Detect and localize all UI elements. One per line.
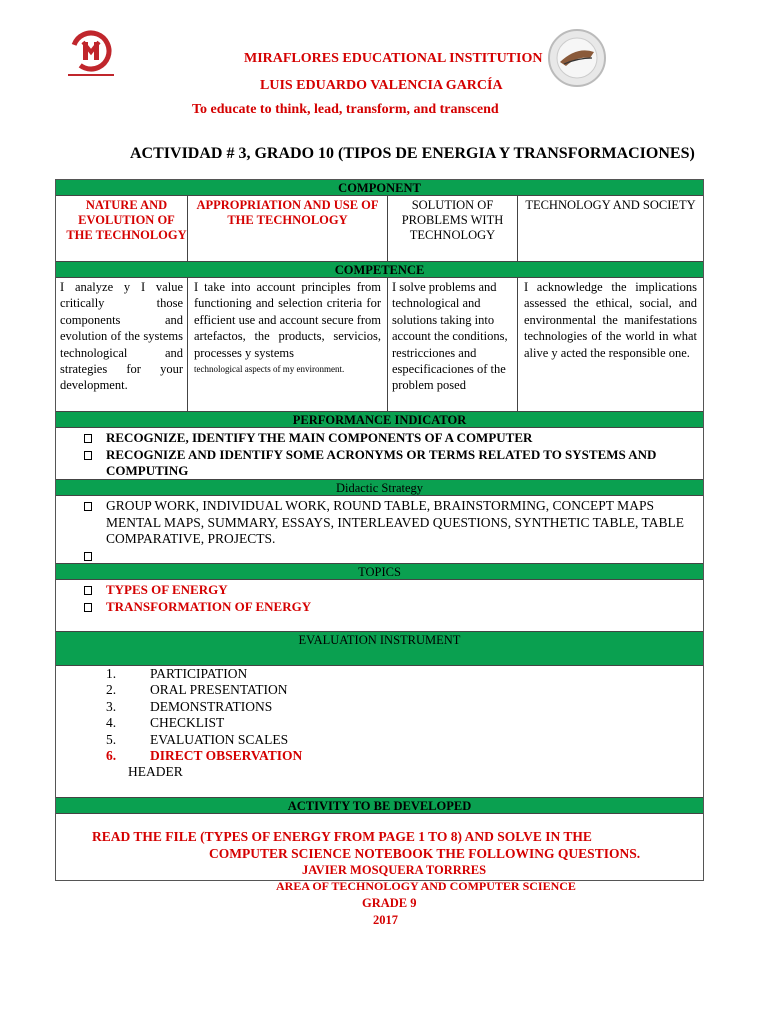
institution-name: MIRAFLORES EDUCATIONAL INSTITUTION [244, 51, 543, 66]
evaluation-list [56, 666, 703, 798]
topics-band: TOPICS [56, 564, 703, 580]
institution-logo-left [62, 30, 120, 80]
person-name: LUIS EDUARDO VALENCIA GARCÍA [260, 78, 503, 93]
competence-col-1: I analyze y I value critically those components and evolution of the systems technological and strategies for your development. [56, 278, 188, 411]
year: 2017 [373, 913, 398, 927]
list-item: TRANSFORMATION OF ENERGY [84, 599, 703, 616]
list-item: 2. ORAL PRESENTATION [106, 682, 288, 698]
didactic-list [56, 496, 703, 564]
list-item: TYPES OF ENERGY [84, 582, 703, 599]
competence-col-2 [188, 278, 388, 411]
component-row [56, 196, 703, 262]
competence-col-4: I acknowledge the implications assessed the ethical, social, and environmental the manifestations technologies of the world in what alive y acted the responsible one. [524, 280, 697, 360]
evaluation-tail: HEADER [128, 764, 183, 780]
component-band: COMPONENT [56, 180, 703, 196]
list-item: 1. PARTICIPATION [106, 666, 248, 681]
institution-seal-right [540, 28, 614, 88]
list-item: 3. DEMONSTRATIONS [106, 698, 273, 714]
list-item: 4. CHECKLIST [106, 715, 225, 731]
checkbox-icon [84, 434, 92, 443]
checkbox-icon [84, 586, 92, 595]
component-solution: SOLUTION OF PROBLEMS WITH TECHNOLOGY [388, 196, 518, 261]
list-item: 5. EVALUATION SCALES [106, 731, 289, 747]
activity-band: ACTIVITY TO BE DEVELOPED [56, 798, 703, 814]
topics-list [56, 580, 703, 632]
checkbox-icon [84, 502, 92, 511]
list-item: RECOGNIZE AND IDENTIFY SOME ACRONYMS OR TERMS RELATED TO SYSTEMS AND COMPUTING [84, 447, 703, 480]
checkbox-icon [84, 603, 92, 612]
competence-col-2-text: I take into account principles from functioning and selection criteria for efficient use and account secure from artefactos, the products, servicios, processes y systems [194, 280, 381, 360]
competence-col-2-small: technological aspects of my environment. [194, 364, 345, 375]
teacher-name: JAVIER MOSQUERA TORRRES [302, 863, 487, 877]
list-item: 6. DIRECT OBSERVATION [106, 748, 303, 764]
evaluation-band: EVALUATION INSTRUMENT [56, 632, 703, 666]
competence-col-3: I solve problems and technological and solutions taking into account the conditions, restricciones and especificaciones of the problem posed [388, 278, 518, 411]
checkbox-icon [84, 451, 92, 460]
component-appropriation: APPROPRIATION AND USE OF THE TECHNOLOGY [188, 196, 388, 261]
area-name: AREA OF TECHNOLOGY AND COMPUTER SCIENCE [276, 879, 576, 893]
activity-line-1: READ THE FILE (TYPES OF ENERGY FROM PAGE 1 TO 8) AND SOLVE IN THE [92, 829, 592, 844]
component-nature: NATURE AND EVOLUTION OF THE TECHNOLOGY [56, 196, 188, 261]
grade: GRADE 9 [362, 896, 417, 910]
motto: To educate to think, lead, transform, and transcend [192, 102, 499, 117]
component-society: TECHNOLOGY AND SOCIETY [525, 198, 696, 212]
didactic-band: Didactic Strategy [56, 480, 703, 496]
checkbox-icon [84, 552, 92, 561]
activity-line-2: COMPUTER SCIENCE NOTEBOOK THE FOLLOWING QUESTIONS. [209, 846, 641, 861]
activity-table [55, 179, 704, 881]
activity-title: ACTIVIDAD # 3, GRADO 10 (TIPOS DE ENERGIA Y TRANSFORMACIONES) [130, 145, 695, 162]
list-item: GROUP WORK, INDIVIDUAL WORK, ROUND TABLE, BRAINSTORMING, CONCEPT MAPS MENTAL MAPS, SUMMARY, ESSAYS, INTERLEAVED QUESTIONS, SYNTHETIC TABLE, TABLE COMPARATIVE, PROJECTS. [84, 498, 703, 548]
performance-list [56, 428, 703, 480]
list-item: RECOGNIZE, IDENTIFY THE MAIN COMPONENTS OF A COMPUTER [84, 430, 703, 447]
performance-band: PERFORMANCE INDICATOR [56, 412, 703, 428]
competence-band: COMPETENCE [56, 262, 703, 278]
competence-row [56, 278, 703, 412]
